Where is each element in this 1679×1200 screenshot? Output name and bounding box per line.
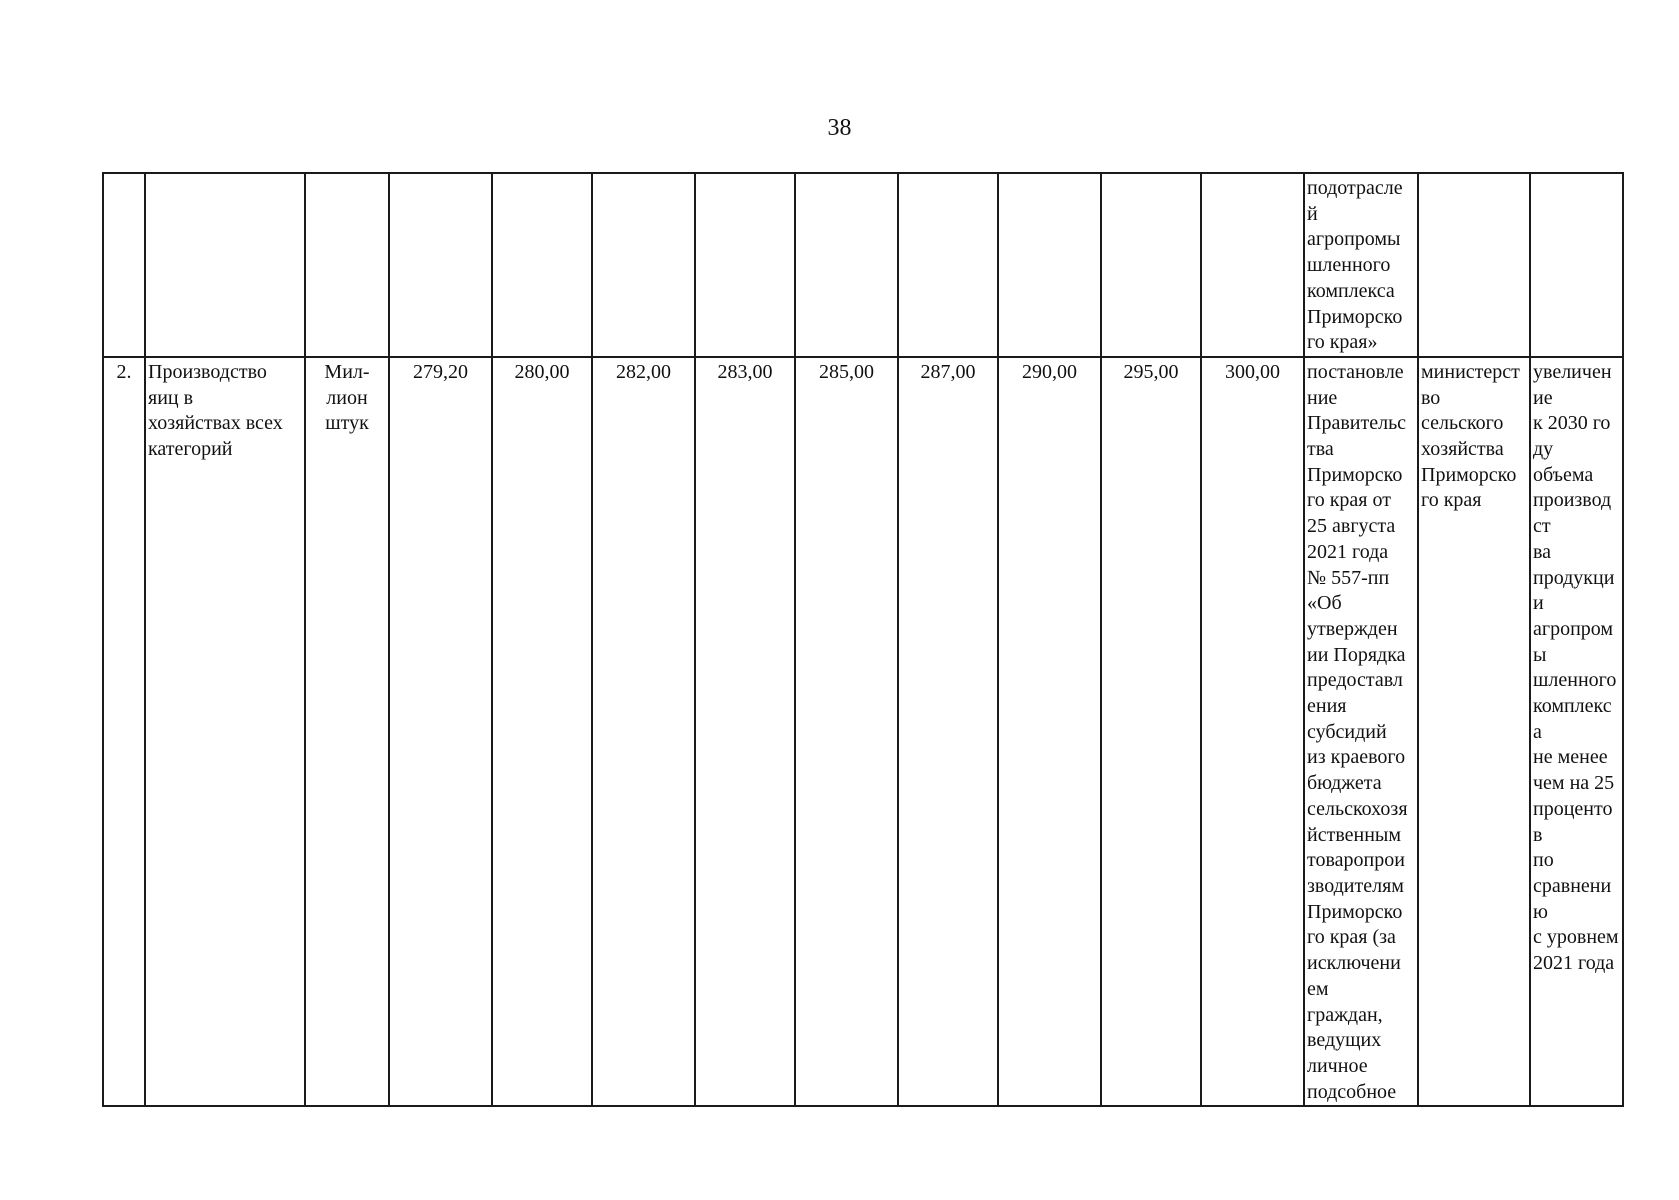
indicator-cell xyxy=(145,357,305,1106)
value-cell: 282,00 xyxy=(592,357,695,1106)
value-cell: 279,20 xyxy=(389,357,492,1106)
indicator-name: Производство яиц в хозяйствах всех категорий xyxy=(148,360,283,461)
value-cell: 290,00 xyxy=(998,357,1101,1106)
cell-empty xyxy=(1201,173,1304,357)
responsible-text: министерст во сельского хозяйства Приморско го края xyxy=(1421,360,1520,512)
cell-empty xyxy=(998,173,1101,357)
value-cell: 280,00 xyxy=(492,357,592,1106)
cell-empty xyxy=(1101,173,1201,357)
result-text: увеличение к 2030 году объема производст ва продукции агропромы шленного комплекса не менее чем на 25 процентов по сравнению с уровнем 2021 года xyxy=(1533,360,1619,975)
row-index: 2. xyxy=(103,357,145,1106)
basis-cell xyxy=(1304,357,1418,1106)
cell-empty xyxy=(795,173,898,357)
unit-cell xyxy=(305,357,389,1106)
cell-empty xyxy=(103,173,145,357)
page-number: 38 xyxy=(827,115,852,141)
value-cell: 283,00 xyxy=(695,357,795,1106)
cell-empty xyxy=(389,173,492,357)
cell-empty xyxy=(145,173,305,357)
table-row-continuation xyxy=(103,173,1623,357)
indicators-table xyxy=(102,172,1624,1107)
cell-empty xyxy=(305,173,389,357)
value-cell: 300,00 xyxy=(1201,357,1304,1106)
cell-empty xyxy=(592,173,695,357)
result-cell xyxy=(1530,357,1623,1106)
responsible-cell xyxy=(1418,357,1530,1106)
value-cell: 295,00 xyxy=(1101,357,1201,1106)
basis-text: постановле ние Правительс тва Приморско го края от 25 августа 2021 года № 557-пп «Об утвержден ии Порядка предоставл ения субсидий из краевого бюджета сельскохозя йственным товаропрои зводителям Приморско го края (за исключени ем граждан, ведущих личное подсобное xyxy=(1307,360,1408,1103)
cell-empty xyxy=(1418,173,1530,357)
unit-text: Мил- лион штук xyxy=(324,360,370,435)
basis-text: подотрасле й агропромы шленного комплекса Приморско го края» xyxy=(1307,177,1403,354)
cell-empty xyxy=(898,173,998,357)
table-row xyxy=(103,357,1623,1106)
basis-cell xyxy=(1304,173,1418,357)
cell-empty xyxy=(695,173,795,357)
cell-empty xyxy=(1530,173,1623,357)
cell-empty xyxy=(492,173,592,357)
value-cell: 287,00 xyxy=(898,357,998,1106)
value-cell: 285,00 xyxy=(795,357,898,1106)
